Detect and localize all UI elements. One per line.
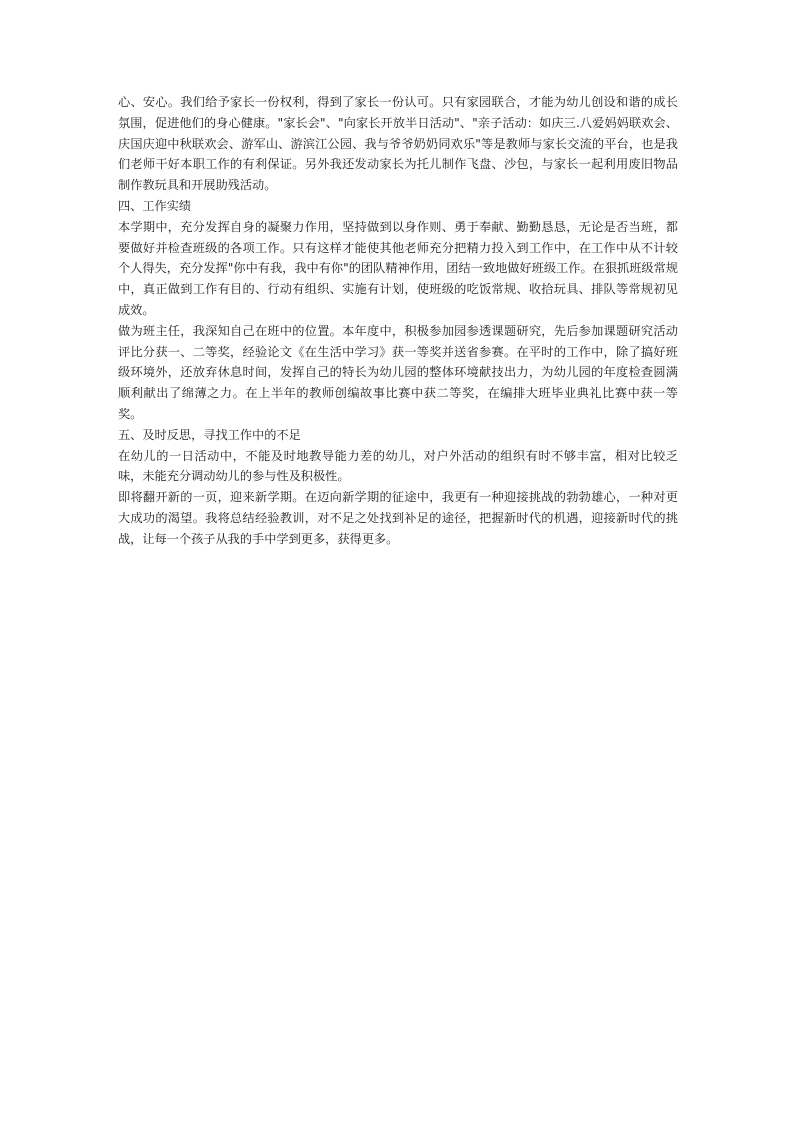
document-body (118, 92, 678, 550)
section-heading-work-results: 四、工作实绩 (118, 198, 192, 213)
paragraph-closing: 即将翻开新的一页，迎来新学期。在迈向新学期的征途中，我更有一种迎接挑战的勃勃雄心，一种对更大成功的渴望。我将总结经验教训，对不足之处找到补足的途径，把握新时代的机遇，迎接新时代的挑战，让每一个孩子从我的手中学到更多，获得更多。 (118, 490, 678, 546)
paragraph-work-results-1: 本学期中，充分发挥自身的凝聚力作用，坚持做到以身作则、勇于奉献、勤勤恳恳，无论是否当班，都要做好并检查班级的各项工作。只有这样才能使其他老师充分把精力投入到工作中，在工作中从不计较个人得失，充分发挥"你中有我，我中有你"的团队精神作用，团结一致地做好班级工作。在狠抓班级常规中，真正做到工作有目的、行动有组织、实施有计划，使班级的吃饭常规、收拾玩具、排队等常规初见成效。 (118, 219, 678, 317)
section-heading-reflection: 五、及时反思，寻找工作中的不足 (118, 427, 301, 442)
paragraph-parent-cooperation: 心、安心。我们给予家长一份权利，得到了家长一份认可。只有家园联合，才能为幼儿创设和谐的成长氛围，促进他们的身心健康。"家长会"、"向家长开放半日活动"、"亲子活动：如庆三.八爱妈妈联欢会、庆国庆迎中秋联欢会、游军山、游滨江公园、我与爷爷奶奶同欢乐"等是教师与家长交流的平台，也是我们老师干好本职工作的有利保证。另外我还发动家长为托儿制作飞盘、沙包，与家长一起利用废旧物品制作教玩具和开展助残活动。 (118, 95, 678, 193)
paragraph-reflection: 在幼儿的一日活动中，不能及时地教导能力差的幼儿，对户外活动的组织有时不够丰富，相对比较乏味，未能充分调动幼儿的参与性及积极性。 (118, 448, 678, 484)
paragraph-work-results-2: 做为班主任，我深知自己在班中的位置。本年度中，积极参加园参透课题研究，先后参加课题研究活动评比分获一、二等奖，经验论文《在生活中学习》获一等奖并送省参赛。在平时的工作中，除了搞好班级环境外，还放弃休息时间，发挥自己的特长为幼儿园的整体环境献技出力，为幼儿园的年度检查圆满顺利献出了绵薄之力。在上半年的教师创编故事比赛中获二等奖，在编排大班毕业典礼比赛中获一等奖。 (118, 323, 678, 421)
